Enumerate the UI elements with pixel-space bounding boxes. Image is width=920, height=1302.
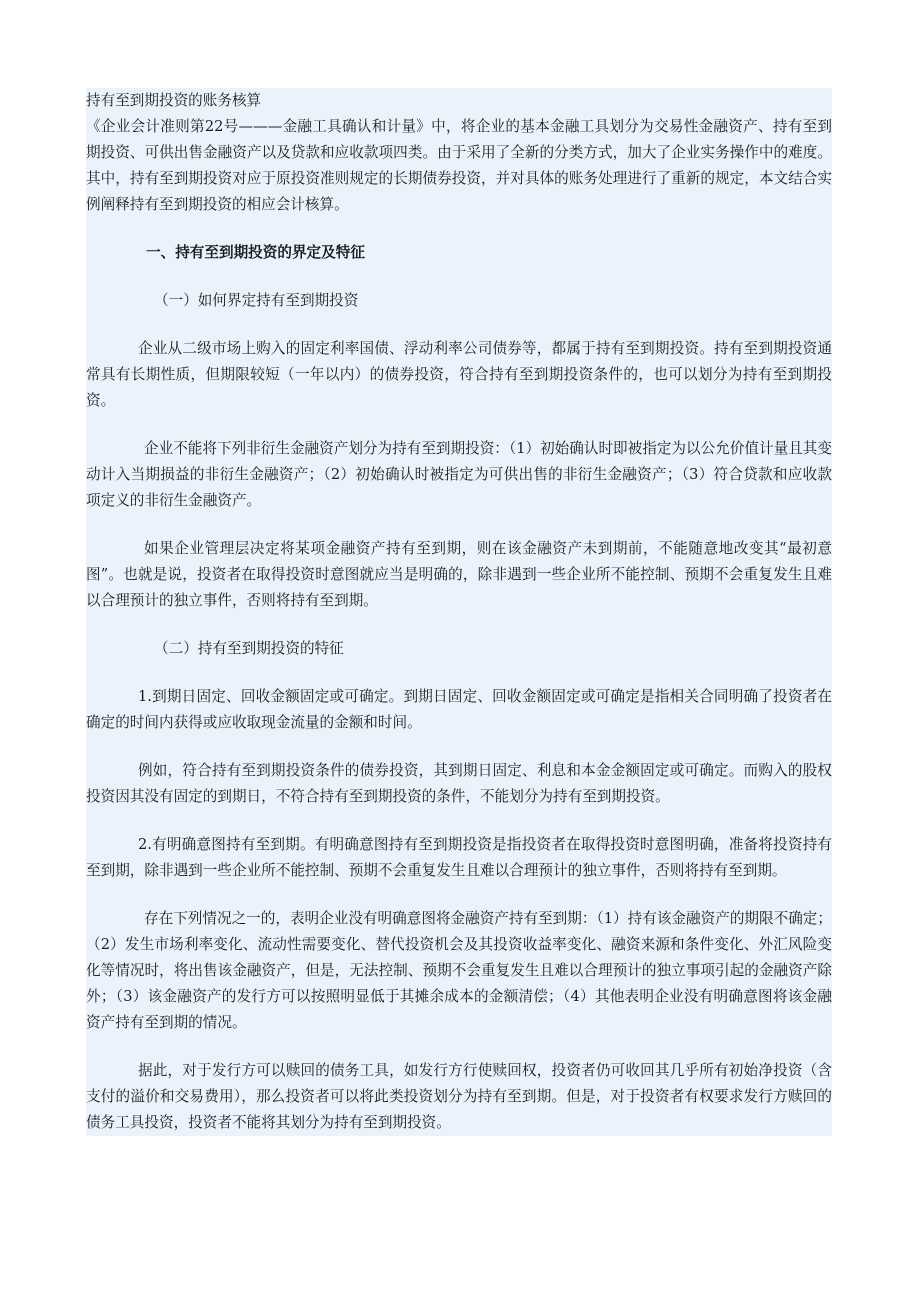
paragraph-4: 1.到期日固定、回收金额固定或可确定。到期日固定、回收金额固定或可确定是指相关合同明确了投资者在确定的时间内获得或应收取现金流量的金额和时间。: [86, 688, 832, 731]
section-heading-1: 一、持有至到期投资的界定及特征: [146, 244, 365, 261]
subsection-heading-1: （一）如何界定持有至到期投资: [154, 292, 359, 309]
paragraph-2: 企业不能将下列非衍生金融资产划分为持有至到期投资：（1）初始确认时即被指定为以公允价值计量且其变动计入当期损益的非衍生金融资产；（2）初始确认时被指定为可供出售的非衍生金融资产；（3）符合贷款和应收款项定义的非衍生金融资产。: [86, 440, 832, 509]
document-body: [86, 88, 832, 1136]
paragraph-7: 存在下列情况之一的，表明企业没有明确意图将金融资产持有至到期：（1）持有该金融资产的期限不确定；（2）发生市场利率变化、流动性需要变化、替代投资机会及其投资收益率变化、融资来源和条件变化、外汇风险变化等情况时，将出售该金融资产，但是，无法控制、预期不会重复发生且难以合理预计的独立事项引起的金融资产除外；（3）该金融资产的发行方可以按照明显低于其摊余成本的金额清偿；（4）其他表明企业没有明确意图将该金融资产持有至到期的情况。: [86, 910, 832, 1031]
subsection-heading-2: （二）持有至到期投资的特征: [154, 640, 344, 657]
intro-paragraph: 《企业会计准则第22号———金融工具确认和计量》中，将企业的基本金融工具划分为交易性金融资产、持有至到期投资、可供出售金融资产以及贷款和应收款项四类。由于采用了全新的分类方式，加大了企业实务操作中的难度。其中，持有至到期投资对应于原投资准则规定的长期债券投资，并对具体的账务处理进行了重新的规定，本文结合实例阐释持有至到期投资的相应会计核算。: [86, 118, 832, 213]
paragraph-5: 例如，符合持有至到期投资条件的债券投资，其到期日固定、利息和本金金额固定或可确定。而购入的股权投资因其没有固定的到期日，不符合持有至到期投资的条件，不能划分为持有至到期投资。: [86, 762, 832, 805]
paragraph-6: 2.有明确意图持有至到期。有明确意图持有至到期投资是指投资者在取得投资时意图明确，准备将投资持有至到期，除非遇到一些企业所不能控制、预期不会重复发生且难以合理预计的独立事件，否则将持有至到期。: [86, 836, 832, 879]
paragraph-8: 据此，对于发行方可以赎回的债务工具，如发行方行使赎回权，投资者仍可收回其几乎所有初始净投资（含支付的溢价和交易费用），那么投资者可以将此类投资划分为持有至到期。但是，对于投资者有权要求发行方赎回的债务工具投资，投资者不能将其划分为持有至到期投资。: [86, 1062, 832, 1131]
paragraph-3: 如果企业管理层决定将某项金融资产持有至到期，则在该金融资产未到期前，不能随意地改变其“最初意图”。也就是说，投资者在取得投资时意图就应当是明确的，除非遇到一些企业所不能控制、预期不会重复发生且难以合理预计的独立事件，否则将持有至到期。: [86, 540, 832, 609]
paragraph-1: 企业从二级市场上购入的固定利率国债、浮动利率公司债券等，都属于持有至到期投资。持有至到期投资通常具有长期性质，但期限较短（一年以内）的债券投资，符合持有至到期投资条件的，也可以划分为持有至到期投资。: [86, 340, 832, 409]
document-title: 持有至到期投资的账务核算: [86, 92, 262, 109]
